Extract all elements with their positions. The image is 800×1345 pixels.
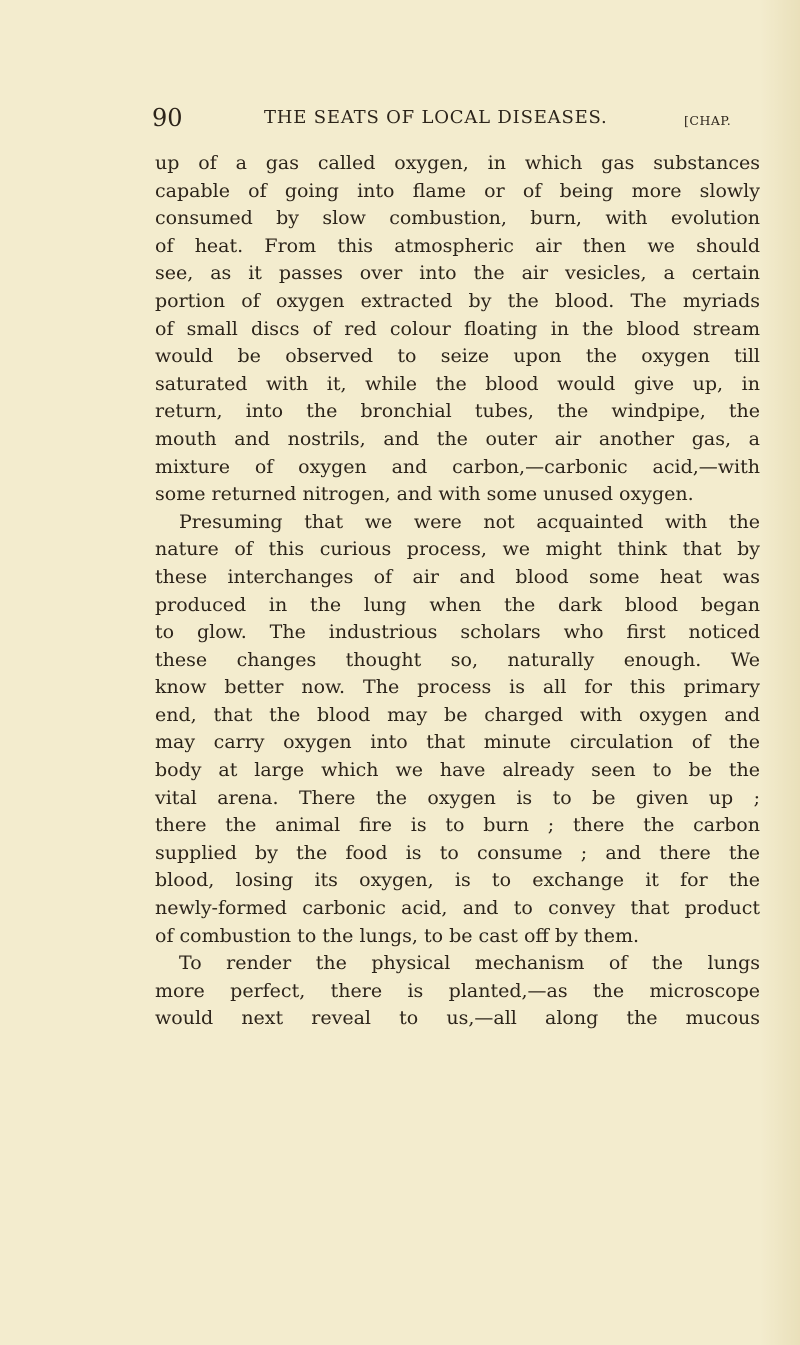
text-line: supplied by the food is to consume ; and there the — [155, 841, 760, 864]
text-line: portion of oxygen extracted by the blood. The myriads — [155, 289, 760, 312]
text-line: more perfect, there is planted,—as the microscope — [155, 979, 760, 1002]
text-line: body at large which we have already seen to be the — [155, 759, 760, 782]
text-line: nature of this curious process, we might think that by — [155, 538, 760, 561]
text-line: to glow. The industrious scholars who first noticed — [155, 621, 760, 644]
text-line: end, that the blood may be charged with oxygen and — [155, 703, 760, 726]
text-line: capable of going into flame or of being more slowly — [155, 179, 760, 202]
page-number: 90 — [152, 104, 183, 132]
text-line: may carry oxygen into that minute circulation of the — [155, 731, 760, 754]
text-line: these interchanges of air and blood some heat was — [155, 565, 760, 588]
text-line: Presuming that we were not acquainted with the — [179, 510, 760, 533]
text-line: of combustion to the lungs, to be cast off by them. — [155, 924, 640, 947]
text-line: saturated with it, while the blood would give up, in — [155, 372, 760, 395]
text-line: of small discs of red colour floating in the blood stream — [155, 317, 760, 340]
page-edge-shadow — [760, 0, 800, 1345]
text-line: see, as it passes over into the air vesicles, a certain — [155, 262, 760, 285]
text-line: there the animal fire is to burn ; there the carbon — [155, 814, 760, 837]
text-line: would be observed to seize upon the oxygen till — [155, 345, 760, 368]
text-line: To render the physical mechanism of the lungs — [179, 952, 760, 975]
text-line: newly-formed carbonic acid, and to convey that product — [155, 897, 760, 920]
running-title: THE SEATS OF LOCAL DISEASES. — [264, 107, 608, 128]
chapter-mark: [CHAP. — [684, 113, 732, 128]
text-line: these changes thought so, naturally enough. We — [155, 648, 760, 671]
running-header — [152, 103, 764, 133]
body-text — [155, 150, 760, 1033]
text-line: consumed by slow combustion, burn, with evolution — [155, 207, 760, 230]
text-line: produced in the lung when the dark blood began — [155, 593, 760, 616]
text-line: would next reveal to us,—all along the mucous — [155, 1007, 760, 1030]
text-line: up of a gas called oxygen, in which gas substances — [155, 152, 760, 174]
text-line: vital arena. There the oxygen is to be given up ; — [155, 786, 760, 809]
text-line: blood, losing its oxygen, is to exchange it for the — [155, 869, 760, 892]
text-line: know better now. The process is all for this primary — [155, 676, 760, 699]
text-line: of heat. From this atmospheric air then we should — [155, 234, 760, 257]
text-line: mouth and nostrils, and the outer air another gas, a — [155, 427, 760, 450]
text-line: mixture of oxygen and carbon,—carbonic acid,—with — [155, 455, 760, 478]
text-line: return, into the bronchial tubes, the windpipe, the — [155, 400, 760, 423]
text-line: some returned nitrogen, and with some unused oxygen. — [155, 483, 694, 506]
